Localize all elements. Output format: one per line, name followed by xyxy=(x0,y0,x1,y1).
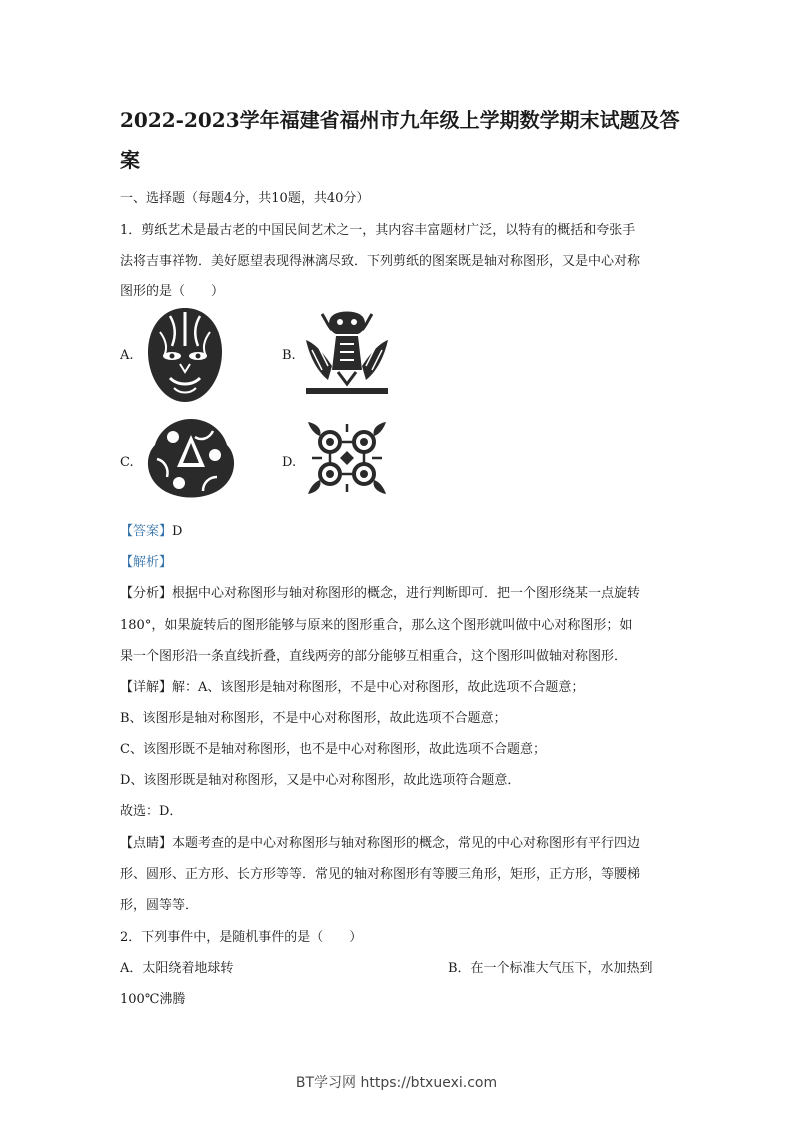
xiangjie-line-3: C、该图形既不是轴对称图形，也不是中心对称图形，故此选项不合题意； xyxy=(120,742,546,757)
answer-tag: 【答案】 xyxy=(120,524,173,539)
analysis-tag: 【解析】 xyxy=(120,555,173,570)
q2-option-a: A．太阳绕着地球转 xyxy=(120,961,234,976)
option-a-label: A. xyxy=(120,348,134,363)
q2-option-b: B．在一个标准大气压下，水加热到 xyxy=(448,961,653,976)
xiangjie-text-1: 解：A、该图形是轴对称图形，不是中心对称图形，故此选项不合题意； xyxy=(172,680,585,695)
swirl-papercut-icon xyxy=(143,415,239,501)
answer-line xyxy=(120,520,182,539)
option-d-label: D. xyxy=(282,455,297,470)
xiangjie-line-2: B、该图形是轴对称图形，不是中心对称图形，故此选项不合题意； xyxy=(120,711,507,726)
xiangjie-line-4: D、该图形既是轴对称图形，又是中心对称图形，故此选项符合题意． xyxy=(120,773,521,788)
floral-papercut-icon xyxy=(304,418,390,498)
bird-papercut-icon xyxy=(302,310,392,396)
dianjing-text-1: 本题考查的是中心对称图形与轴对称图形的概念，常见的中心对称图形有平行四边 xyxy=(172,836,641,851)
dianjing-tag: 【点睛】 xyxy=(120,836,173,851)
mask-papercut-icon xyxy=(146,306,224,404)
section-heading: 一、选择题（每题4分，共10题，共40分） xyxy=(120,191,370,206)
fenxi-line-1 xyxy=(120,582,640,601)
document-title: 2022-2023学年福建省福州市九年级上学期数学期末试题及答案 xyxy=(120,108,680,172)
xiangjie-tag: 【详解】 xyxy=(120,680,173,695)
q1-line-2: 法将吉事祥物．美好愿望表现得淋漓尽致．下列剪纸的图案既是轴对称图形，又是中心对称 xyxy=(120,254,641,269)
fenxi-line-3: 果一个图形沿一条直线折叠，直线两旁的部分能够互相重合，这个图形叫做轴对称图形． xyxy=(120,649,628,664)
footer-watermark: BT学习网 https://btxuexi.com xyxy=(295,1075,498,1091)
xiangjie-line-1 xyxy=(120,676,584,695)
fenxi-text-1: 根据中心对称图形与轴对称图形的概念，进行判断即可．把一个图形绕某一点旋转 xyxy=(172,586,641,601)
q1-line-3: 图形的是（ ） xyxy=(120,284,225,299)
fenxi-tag: 【分析】 xyxy=(120,586,173,601)
dianjing-line-1 xyxy=(120,832,640,851)
option-b-label: B. xyxy=(282,348,296,363)
fenxi-line-2: 180°，如果旋转后的图形能够与原来的图形重合，那么这个图形就叫做中心对称图形；如 xyxy=(120,618,633,633)
q1-line-1: 1．剪纸艺术是最古老的中国民间艺术之一，其内容丰富题材广泛，以特有的概括和夸张手 xyxy=(120,223,636,238)
answer-value: D xyxy=(172,524,183,539)
dianjing-line-3: 形，圆等等． xyxy=(120,898,199,913)
xiangjie-line-5: 故选：D． xyxy=(120,804,183,819)
q2-option-b-cont: 100℃沸腾 xyxy=(120,992,186,1007)
q2-stem: 2．下列事件中，是随机事件的是（ ） xyxy=(120,930,363,945)
dianjing-line-2: 形、圆形、正方形、长方形等等．常见的轴对称图形有等腰三角形，矩形，正方形，等腰梯 xyxy=(120,867,641,882)
option-c-label: C. xyxy=(120,455,134,470)
